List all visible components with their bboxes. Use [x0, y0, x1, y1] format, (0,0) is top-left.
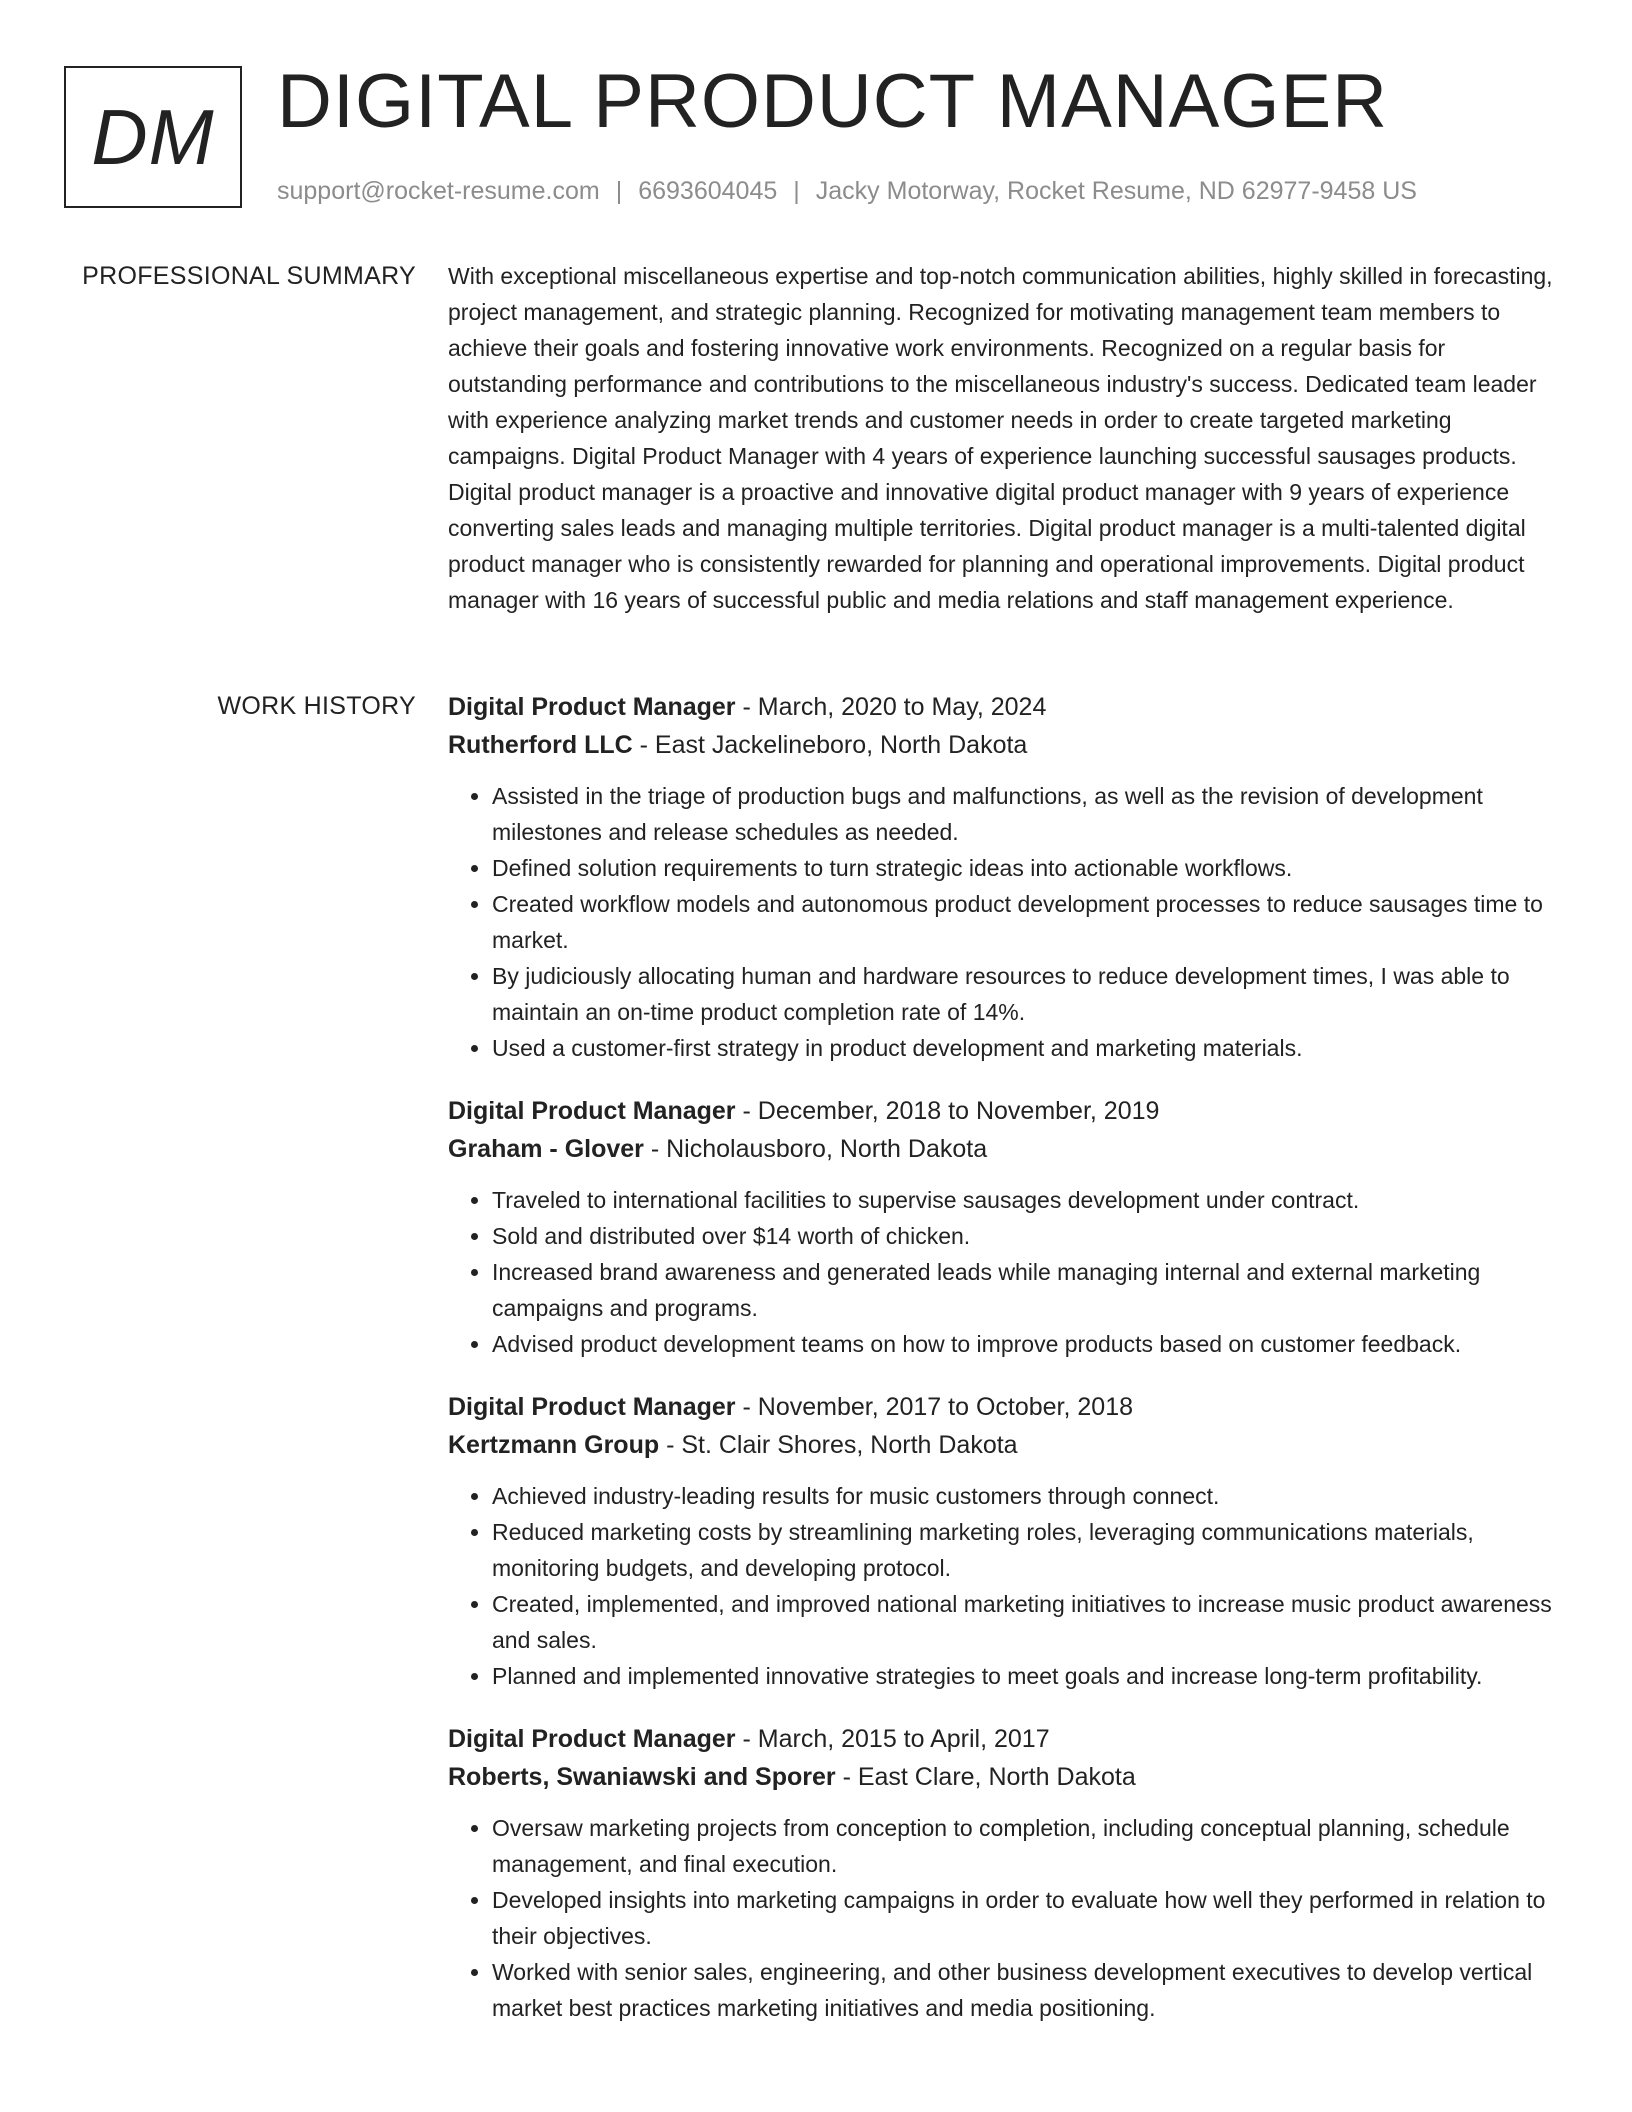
contact-address: Jacky Motorway, Rocket Resume, ND 62977-9458 US: [815, 177, 1417, 205]
job-dates: - December, 2018 to November, 2019: [735, 1097, 1160, 1125]
job-bullet: • Oversaw marketing projects from conception to completion, including conceptual planning, schedule management, and final execution.: [492, 1810, 1570, 1882]
job-role: Digital Product Manager: [448, 1393, 736, 1421]
job-bullet: • Traveled to international facilities to supervise sausages development under contract.: [492, 1182, 1570, 1218]
page-title: DIGITAL PRODUCT MANAGER: [277, 59, 1389, 144]
job-role-line: [448, 1720, 1570, 1758]
job-location: - East Clare, North Dakota: [835, 1763, 1136, 1791]
job-company: Kertzmann Group: [448, 1431, 660, 1459]
job-bullet: • Assisted in the triage of production bugs and malfunctions, as well as the revision of development milestones and release schedules as needed.: [492, 778, 1570, 850]
summary-heading: PROFESSIONAL SUMMARY: [82, 262, 416, 290]
work-history-body: [448, 688, 1570, 2052]
job-entry: [448, 1388, 1570, 1694]
job-dates: - March, 2015 to April, 2017: [735, 1725, 1050, 1753]
contact-line: [277, 176, 1417, 206]
job-bullet: • Reduced marketing costs by streamlining marketing roles, leveraging communications materials, monitoring budgets, and developing protocol.: [492, 1514, 1570, 1586]
job-bullet: • Increased brand awareness and generated leads while managing internal and external marketing campaigns and programs.: [492, 1254, 1570, 1326]
job-bullet: • Created workflow models and autonomous product development processes to reduce sausages time to market.: [492, 886, 1570, 958]
job-bullet: • Defined solution requirements to turn strategic ideas into actionable workflows.: [492, 850, 1570, 886]
job-bullets: [448, 1810, 1570, 2026]
job-bullet: • By judiciously allocating human and hardware resources to reduce development times, I was able to maintain an on-time product completion rate of 14%.: [492, 958, 1570, 1030]
job-bullet: • Planned and implemented innovative strategies to meet goals and increase long-term profitability.: [492, 1658, 1570, 1694]
job-location: - East Jackelineboro, North Dakota: [632, 731, 1028, 759]
job-bullets: [448, 778, 1570, 1066]
job-company: Rutherford LLC: [448, 731, 633, 759]
work-history-heading: WORK HISTORY: [217, 692, 416, 720]
job-company: Graham - Glover: [448, 1135, 644, 1163]
contact-separator: |: [793, 177, 800, 205]
summary-body: [448, 258, 1570, 618]
job-role-line: [448, 1388, 1570, 1426]
job-bullet: • Created, implemented, and improved national marketing initiatives to increase music product awareness and sales.: [492, 1586, 1570, 1658]
job-bullet: • Achieved industry-leading results for music customers through connect.: [492, 1478, 1570, 1514]
job-dates: - March, 2020 to May, 2024: [735, 693, 1047, 721]
job-company-line: [448, 726, 1570, 764]
job-entry: [448, 1092, 1570, 1362]
contact-separator: |: [615, 177, 623, 205]
job-location: - St. Clair Shores, North Dakota: [659, 1431, 1018, 1459]
job-bullet: • Used a customer-first strategy in product development and marketing materials.: [492, 1030, 1570, 1066]
summary-text: With exceptional miscellaneous expertise and top-notch communication abilities, highly skilled in forecasting, project management, and strategic planning. Recognized for motivating management team members to achieve their goals and fostering innovative work environments. Recognized on a regular basis for outstanding performance and contributions to the miscellaneous industry's success. Dedicated team leader with experience analyzing market trends and customer needs in order to create targeted marketing campaigns. Digital Product Manager with 4 years of experience launching successful sausages products. Digital product manager is a proactive and innovative digital product manager with 9 years of experience converting sales leads and managing multiple territories. Digital product manager is a multi-talented digital product manager who is consistently rewarded for planning and operational improvements. Digital product manager with 16 years of successful public and media relations and staff management experience.: [448, 263, 1553, 613]
job-role: Digital Product Manager: [448, 1097, 736, 1125]
job-location: - Nicholausboro, North Dakota: [643, 1135, 988, 1163]
job-role: Digital Product Manager: [448, 693, 736, 721]
job-bullet: • Sold and distributed over $14 worth of chicken.: [492, 1218, 1570, 1254]
job-company-line: [448, 1758, 1570, 1796]
job-company: Roberts, Swaniawski and Sporer: [448, 1763, 836, 1791]
job-entry: [448, 688, 1570, 1066]
contact-email: support@rocket-resume.com: [277, 177, 600, 205]
job-role: Digital Product Manager: [448, 1725, 736, 1753]
job-bullets: [448, 1478, 1570, 1694]
job-role-line: [448, 1092, 1570, 1130]
job-dates: - November, 2017 to October, 2018: [735, 1393, 1134, 1421]
job-bullets: [448, 1182, 1570, 1362]
job-company-line: [448, 1130, 1570, 1168]
contact-phone: 6693604045: [638, 177, 778, 205]
monogram-badge: DM: [64, 66, 242, 208]
job-bullet: • Developed insights into marketing campaigns in order to evaluate how well they performed in relation to their objectives.: [492, 1882, 1570, 1954]
job-bullet: • Worked with senior sales, engineering, and other business development executives to develop vertical market best practices marketing initiatives and media positioning.: [492, 1954, 1570, 2026]
job-bullet: • Advised product development teams on how to improve products based on customer feedback.: [492, 1326, 1570, 1362]
job-company-line: [448, 1426, 1570, 1464]
job-role-line: [448, 688, 1570, 726]
job-entry: [448, 1720, 1570, 2026]
